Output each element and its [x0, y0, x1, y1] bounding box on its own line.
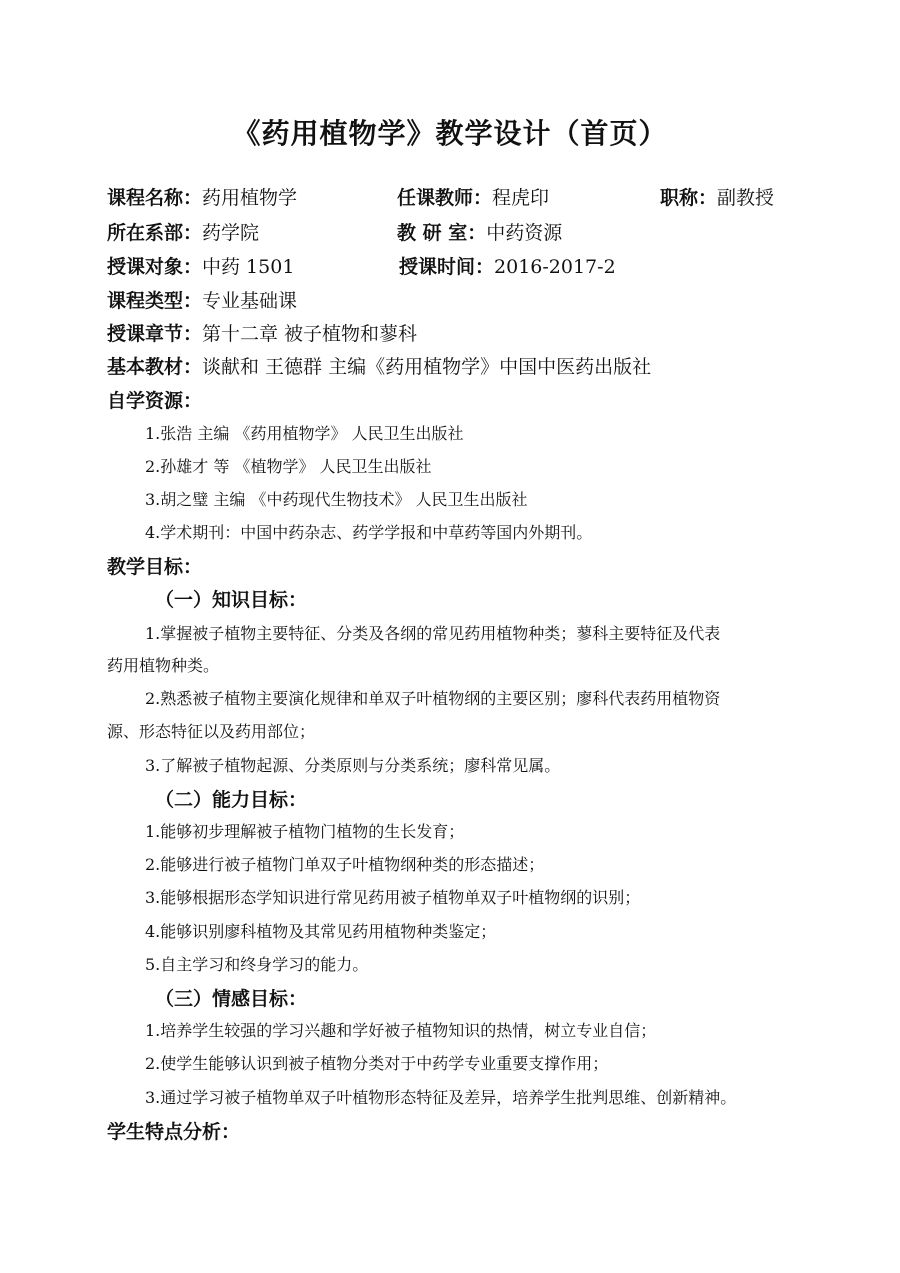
- rank-value: 副教授: [717, 187, 775, 209]
- list-item-continuation: 源、形态特征以及药用部位；: [107, 722, 316, 741]
- target-label: 授课对象：: [107, 256, 203, 278]
- list-item: 3.了解被子植物起源、分类原则与分类系统；廖科常见属。: [145, 756, 561, 775]
- list-item: 2.能够进行被子植物门单双子叶植物纲种类的形态描述；: [145, 855, 545, 874]
- time-value: 2016-2017-2: [494, 256, 616, 278]
- target-value: 中药 1501: [202, 256, 295, 278]
- list-item: 1.能够初步理解被子植物门植物的生长发育；: [145, 822, 465, 841]
- emotion-heading: （三）情感目标：: [155, 988, 308, 1010]
- course-name-row: [107, 186, 297, 210]
- course-name-value: 药用植物学: [202, 187, 298, 209]
- textbook-label: 基本教材：: [107, 356, 203, 378]
- student-analysis-heading: 学生特点分析：: [107, 1121, 241, 1143]
- page-title: 《药用植物学》教学设计（首页）: [232, 117, 668, 150]
- self-study-heading: 自学资源：: [107, 390, 203, 412]
- objectives-heading: 教学目标：: [107, 556, 203, 578]
- list-item: 1.培养学生较强的学习兴趣和学好被子植物知识的热情，树立专业自信；: [145, 1021, 657, 1040]
- course-type-value: 专业基础课: [202, 290, 298, 312]
- course-name-label: 课程名称：: [107, 187, 203, 209]
- ability-heading: （二）能力目标：: [155, 789, 308, 811]
- list-item: 3.能够根据形态学知识进行常见药用被子植物单双子叶植物纲的识别；: [145, 888, 641, 907]
- time-label: 授课时间：: [399, 256, 495, 278]
- textbook-value: 谈献和 王德群 主编《药用植物学》中国中医药出版社: [202, 356, 652, 378]
- list-item: 2.使学生能够认识到被子植物分类对于中药学专业重要支撑作用；: [145, 1054, 609, 1073]
- office-label: 教 研 室：: [397, 222, 487, 244]
- list-item: 3.胡之璧 主编 《中药现代生物技术》 人民卫生出版社: [145, 490, 528, 509]
- target-row: [107, 255, 294, 279]
- list-item: 2.熟悉被子植物主要演化规律和单双子叶植物纲的主要区别；廖科代表药用植物资: [145, 689, 721, 708]
- list-item: 3.通过学习被子植物单双子叶植物形态特征及差异，培养学生批判思维、创新精神。: [145, 1088, 737, 1107]
- office-row: [397, 221, 562, 245]
- dept-row: [107, 221, 259, 245]
- list-item: 1.掌握被子植物主要特征、分类及各纲的常见药用植物种类；蓼科主要特征及代表: [145, 624, 721, 643]
- teacher-label: 任课教师：: [397, 187, 493, 209]
- textbook-row: [107, 355, 651, 379]
- course-type-label: 课程类型：: [107, 290, 203, 312]
- list-item-continuation: 药用植物种类。: [107, 656, 220, 675]
- dept-label: 所在系部：: [107, 222, 203, 244]
- list-item: 4.能够识别廖科植物及其常见药用植物种类鉴定；: [145, 922, 497, 941]
- time-row: [399, 255, 616, 279]
- list-item: 2.孙雄才 等 《植物学》 人民卫生出版社: [145, 457, 432, 476]
- chapter-value: 第十二章 被子植物和蓼科: [202, 323, 418, 345]
- office-value: 中药资源: [486, 222, 563, 244]
- list-item: 4.学术期刊：中国中药杂志、药学学报和中草药等国内外期刊。: [145, 523, 593, 542]
- knowledge-heading: （一）知识目标：: [155, 589, 308, 611]
- chapter-row: [107, 322, 417, 346]
- course-type-row: [107, 289, 297, 313]
- chapter-label: 授课章节：: [107, 323, 203, 345]
- teacher-value: 程虎印: [492, 187, 550, 209]
- rank-label: 职称：: [660, 187, 718, 209]
- rank-row: [660, 186, 774, 210]
- dept-value: 药学院: [202, 222, 260, 244]
- teacher-row: [397, 186, 549, 210]
- list-item: 5.自主学习和终身学习的能力。: [145, 955, 369, 974]
- list-item: 1.张浩 主编 《药用植物学》 人民卫生出版社: [145, 424, 464, 443]
